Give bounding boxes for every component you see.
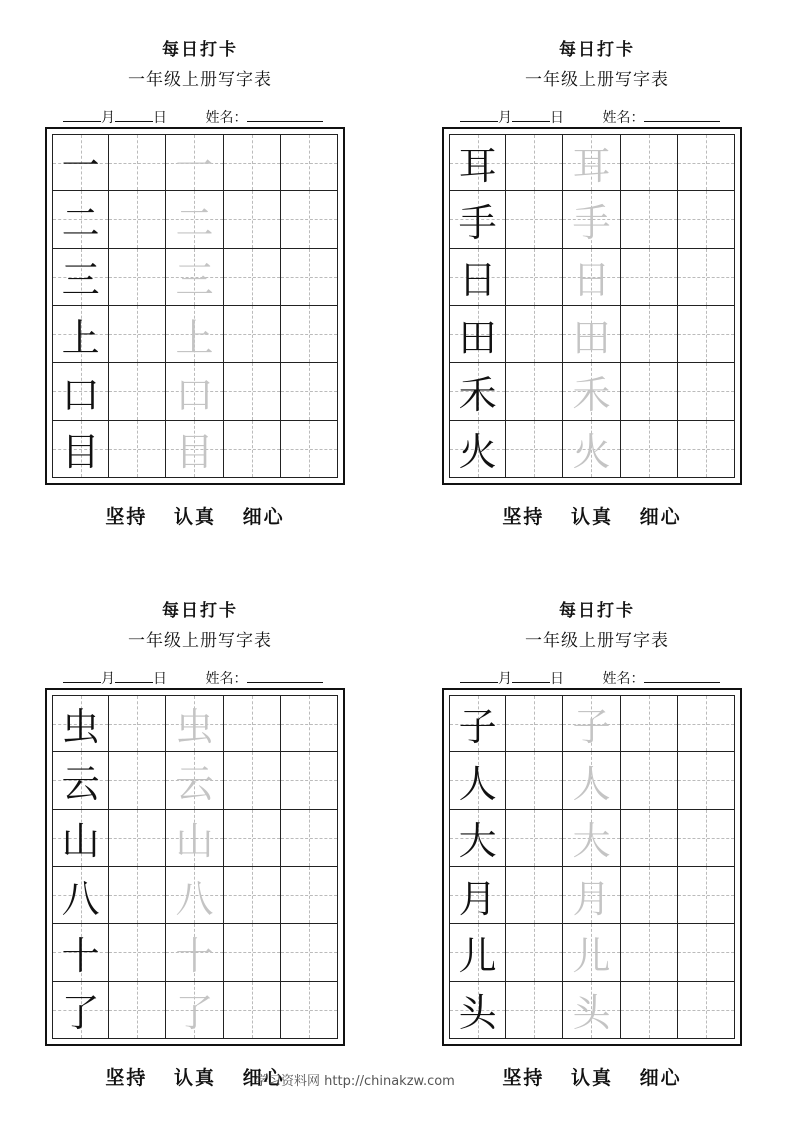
writing-cell[interactable] bbox=[166, 982, 223, 1039]
writing-cell[interactable] bbox=[281, 752, 338, 809]
trace-character: 一 bbox=[175, 144, 214, 189]
writing-cell[interactable] bbox=[224, 191, 281, 248]
writing-cell[interactable] bbox=[166, 752, 223, 809]
writing-cell[interactable] bbox=[449, 752, 506, 809]
model-character: 十 bbox=[61, 933, 100, 978]
writing-cell[interactable] bbox=[281, 867, 338, 924]
model-character: 三 bbox=[61, 258, 100, 303]
model-character: 人 bbox=[458, 761, 497, 806]
card-subtitle: 一年级上册写字表 bbox=[525, 631, 669, 651]
writing-cell[interactable] bbox=[506, 810, 563, 867]
trace-character: 手 bbox=[572, 200, 611, 245]
writing-cell[interactable] bbox=[563, 867, 620, 924]
writing-cell[interactable] bbox=[166, 867, 223, 924]
writing-cell[interactable] bbox=[449, 306, 506, 363]
model-character: 日 bbox=[458, 258, 497, 303]
day-label: 日 bbox=[153, 671, 167, 687]
writing-cell[interactable] bbox=[621, 695, 678, 752]
trace-character: 了 bbox=[175, 991, 214, 1036]
writing-cell[interactable] bbox=[621, 134, 678, 191]
model-character: 子 bbox=[458, 705, 497, 750]
day-label: 日 bbox=[550, 110, 564, 126]
month-blank[interactable] bbox=[63, 668, 101, 683]
model-character: 头 bbox=[458, 991, 497, 1036]
writing-cell[interactable] bbox=[52, 249, 109, 306]
model-character: 口 bbox=[61, 372, 100, 417]
writing-cell[interactable] bbox=[449, 249, 506, 306]
day-blank[interactable] bbox=[512, 107, 550, 122]
writing-cell[interactable] bbox=[563, 982, 620, 1039]
writing-cell[interactable] bbox=[52, 924, 109, 981]
writing-cell[interactable] bbox=[563, 924, 620, 981]
trace-character: 云 bbox=[175, 761, 214, 806]
writing-cell[interactable] bbox=[678, 363, 735, 420]
tianzige-grid bbox=[45, 127, 345, 485]
trace-character: 子 bbox=[572, 705, 611, 750]
trace-character: 上 bbox=[175, 315, 214, 360]
writing-cell[interactable] bbox=[52, 867, 109, 924]
writing-cell[interactable] bbox=[449, 421, 506, 478]
writing-cell[interactable] bbox=[109, 867, 166, 924]
writing-cell[interactable] bbox=[224, 810, 281, 867]
watermark-footer: 学习资料网 http://chinakzw.com bbox=[255, 1074, 455, 1089]
writing-cell[interactable] bbox=[563, 752, 620, 809]
writing-cell[interactable] bbox=[449, 191, 506, 248]
writing-cell[interactable] bbox=[506, 363, 563, 420]
month-blank[interactable] bbox=[63, 107, 101, 122]
day-label: 日 bbox=[153, 110, 167, 126]
writing-cell[interactable] bbox=[109, 924, 166, 981]
model-character: 虫 bbox=[61, 705, 100, 750]
writing-cell[interactable] bbox=[109, 982, 166, 1039]
writing-cell[interactable] bbox=[166, 421, 223, 478]
month-label: 月 bbox=[498, 110, 512, 126]
model-character: 上 bbox=[61, 315, 100, 360]
writing-cell[interactable] bbox=[678, 421, 735, 478]
writing-cell[interactable] bbox=[224, 752, 281, 809]
date-name-line bbox=[460, 668, 760, 688]
trace-character: 二 bbox=[175, 200, 214, 245]
writing-cell[interactable] bbox=[506, 752, 563, 809]
model-character: 耳 bbox=[458, 144, 497, 189]
writing-cell[interactable] bbox=[52, 695, 109, 752]
writing-cell[interactable] bbox=[506, 191, 563, 248]
card-subtitle: 一年级上册写字表 bbox=[128, 70, 272, 90]
trace-character: 口 bbox=[175, 372, 214, 417]
writing-cell[interactable] bbox=[506, 134, 563, 191]
trace-character: 虫 bbox=[175, 705, 214, 750]
writing-cell[interactable] bbox=[678, 695, 735, 752]
writing-cell[interactable] bbox=[281, 810, 338, 867]
card-title: 每日打卡 bbox=[559, 601, 635, 621]
writing-cell[interactable] bbox=[506, 982, 563, 1039]
name-blank[interactable] bbox=[247, 668, 323, 683]
practice-card bbox=[45, 35, 355, 555]
writing-cell[interactable] bbox=[449, 134, 506, 191]
writing-cell[interactable] bbox=[52, 752, 109, 809]
writing-cell[interactable] bbox=[224, 363, 281, 420]
motto: 坚持 认真 细心 bbox=[105, 1067, 285, 1089]
writing-cell[interactable] bbox=[281, 924, 338, 981]
name-blank[interactable] bbox=[644, 107, 720, 122]
trace-character: 田 bbox=[572, 315, 611, 360]
model-character: 禾 bbox=[458, 372, 497, 417]
writing-cell[interactable] bbox=[563, 249, 620, 306]
month-label: 月 bbox=[498, 671, 512, 687]
trace-character: 月 bbox=[572, 876, 611, 921]
writing-cell[interactable] bbox=[224, 867, 281, 924]
day-blank[interactable] bbox=[512, 668, 550, 683]
writing-cell[interactable] bbox=[506, 249, 563, 306]
motto: 坚持 认真 细心 bbox=[502, 506, 682, 528]
writing-cell[interactable] bbox=[166, 363, 223, 420]
trace-character: 大 bbox=[572, 819, 611, 864]
writing-cell[interactable] bbox=[678, 810, 735, 867]
writing-cell[interactable] bbox=[563, 810, 620, 867]
trace-character: 目 bbox=[175, 430, 214, 475]
writing-cell[interactable] bbox=[281, 982, 338, 1039]
date-name-line bbox=[63, 107, 363, 127]
writing-cell[interactable] bbox=[678, 867, 735, 924]
trace-character: 山 bbox=[175, 819, 214, 864]
trace-character: 日 bbox=[572, 258, 611, 303]
model-character: 山 bbox=[61, 819, 100, 864]
writing-cell[interactable] bbox=[224, 421, 281, 478]
writing-cell[interactable] bbox=[109, 191, 166, 248]
practice-card bbox=[45, 596, 355, 1116]
writing-cell[interactable] bbox=[563, 191, 620, 248]
trace-character: 儿 bbox=[572, 933, 611, 978]
writing-cell[interactable] bbox=[678, 752, 735, 809]
writing-cell[interactable] bbox=[281, 421, 338, 478]
writing-cell[interactable] bbox=[166, 249, 223, 306]
writing-cell[interactable] bbox=[449, 810, 506, 867]
card-subtitle: 一年级上册写字表 bbox=[525, 70, 669, 90]
writing-cell[interactable] bbox=[109, 421, 166, 478]
writing-cell[interactable] bbox=[621, 363, 678, 420]
model-character: 大 bbox=[458, 819, 497, 864]
writing-cell[interactable] bbox=[678, 924, 735, 981]
writing-cell[interactable] bbox=[109, 363, 166, 420]
writing-cell[interactable] bbox=[621, 810, 678, 867]
month-label: 月 bbox=[101, 110, 115, 126]
writing-cell[interactable] bbox=[563, 695, 620, 752]
writing-cell[interactable] bbox=[109, 306, 166, 363]
writing-cell[interactable] bbox=[563, 306, 620, 363]
card-title: 每日打卡 bbox=[162, 40, 238, 60]
writing-cell[interactable] bbox=[621, 249, 678, 306]
model-character: 八 bbox=[61, 876, 100, 921]
writing-cell[interactable] bbox=[563, 134, 620, 191]
trace-character: 八 bbox=[175, 876, 214, 921]
motto: 坚持 认真 细心 bbox=[105, 506, 285, 528]
writing-cell[interactable] bbox=[109, 810, 166, 867]
writing-cell[interactable] bbox=[563, 421, 620, 478]
date-name-line bbox=[460, 107, 760, 127]
writing-cell[interactable] bbox=[678, 306, 735, 363]
writing-cell[interactable] bbox=[52, 363, 109, 420]
writing-cell[interactable] bbox=[449, 924, 506, 981]
tianzige-grid bbox=[442, 127, 742, 485]
trace-character: 三 bbox=[175, 258, 214, 303]
writing-cell[interactable] bbox=[449, 867, 506, 924]
writing-cell[interactable] bbox=[449, 982, 506, 1039]
day-label: 日 bbox=[550, 671, 564, 687]
month-label: 月 bbox=[101, 671, 115, 687]
practice-card bbox=[442, 35, 752, 555]
writing-cell[interactable] bbox=[449, 695, 506, 752]
card-title: 每日打卡 bbox=[559, 40, 635, 60]
writing-cell[interactable] bbox=[281, 249, 338, 306]
writing-cell[interactable] bbox=[506, 867, 563, 924]
writing-cell[interactable] bbox=[506, 924, 563, 981]
model-character: 了 bbox=[61, 991, 100, 1036]
model-character: 二 bbox=[61, 200, 100, 245]
model-character: 田 bbox=[458, 315, 497, 360]
writing-cell[interactable] bbox=[52, 810, 109, 867]
writing-cell[interactable] bbox=[109, 695, 166, 752]
trace-character: 禾 bbox=[572, 372, 611, 417]
writing-cell[interactable] bbox=[449, 363, 506, 420]
writing-cell[interactable] bbox=[224, 924, 281, 981]
date-name-line bbox=[63, 668, 363, 688]
model-character: 一 bbox=[61, 144, 100, 189]
writing-cell[interactable] bbox=[281, 134, 338, 191]
writing-cell[interactable] bbox=[506, 695, 563, 752]
month-blank[interactable] bbox=[460, 668, 498, 683]
tianzige-grid bbox=[442, 688, 742, 1046]
trace-character: 人 bbox=[572, 761, 611, 806]
writing-cell[interactable] bbox=[621, 924, 678, 981]
writing-cell[interactable] bbox=[678, 249, 735, 306]
writing-cell[interactable] bbox=[166, 924, 223, 981]
writing-cell[interactable] bbox=[281, 191, 338, 248]
model-character: 火 bbox=[458, 430, 497, 475]
name-label: 姓名： bbox=[602, 110, 645, 126]
writing-cell[interactable] bbox=[621, 867, 678, 924]
writing-cell[interactable] bbox=[281, 363, 338, 420]
writing-cell[interactable] bbox=[52, 191, 109, 248]
name-blank[interactable] bbox=[644, 668, 720, 683]
trace-character: 头 bbox=[572, 991, 611, 1036]
trace-character: 火 bbox=[572, 430, 611, 475]
writing-cell[interactable] bbox=[224, 306, 281, 363]
writing-cell[interactable] bbox=[621, 421, 678, 478]
writing-cell[interactable] bbox=[166, 810, 223, 867]
writing-cell[interactable] bbox=[506, 306, 563, 363]
writing-cell[interactable] bbox=[678, 134, 735, 191]
writing-cell[interactable] bbox=[563, 363, 620, 420]
writing-cell[interactable] bbox=[224, 249, 281, 306]
writing-cell[interactable] bbox=[678, 982, 735, 1039]
writing-cell[interactable] bbox=[621, 306, 678, 363]
writing-cell[interactable] bbox=[224, 982, 281, 1039]
tianzige-grid bbox=[45, 688, 345, 1046]
name-label: 姓名： bbox=[205, 110, 248, 126]
writing-cell[interactable] bbox=[52, 421, 109, 478]
writing-cell[interactable] bbox=[166, 191, 223, 248]
trace-character: 耳 bbox=[572, 144, 611, 189]
model-character: 云 bbox=[61, 761, 100, 806]
month-blank[interactable] bbox=[460, 107, 498, 122]
writing-cell[interactable] bbox=[678, 191, 735, 248]
writing-cell[interactable] bbox=[52, 982, 109, 1039]
card-title: 每日打卡 bbox=[162, 601, 238, 621]
name-blank[interactable] bbox=[247, 107, 323, 122]
card-subtitle: 一年级上册写字表 bbox=[128, 631, 272, 651]
practice-card bbox=[442, 596, 752, 1116]
day-blank[interactable] bbox=[115, 107, 153, 122]
writing-cell[interactable] bbox=[621, 752, 678, 809]
model-character: 月 bbox=[458, 876, 497, 921]
name-label: 姓名： bbox=[205, 671, 248, 687]
trace-character: 十 bbox=[175, 933, 214, 978]
writing-cell[interactable] bbox=[52, 134, 109, 191]
writing-cell[interactable] bbox=[506, 421, 563, 478]
writing-cell[interactable] bbox=[109, 752, 166, 809]
writing-cell[interactable] bbox=[166, 695, 223, 752]
writing-cell[interactable] bbox=[224, 134, 281, 191]
model-character: 目 bbox=[61, 430, 100, 475]
writing-cell[interactable] bbox=[281, 306, 338, 363]
writing-cell[interactable] bbox=[109, 134, 166, 191]
motto: 坚持 认真 细心 bbox=[502, 1067, 682, 1089]
writing-cell[interactable] bbox=[224, 695, 281, 752]
model-character: 手 bbox=[458, 200, 497, 245]
name-label: 姓名： bbox=[602, 671, 645, 687]
writing-cell[interactable] bbox=[621, 191, 678, 248]
writing-cell[interactable] bbox=[281, 695, 338, 752]
writing-cell[interactable] bbox=[109, 249, 166, 306]
day-blank[interactable] bbox=[115, 668, 153, 683]
writing-cell[interactable] bbox=[621, 982, 678, 1039]
writing-cell[interactable] bbox=[166, 306, 223, 363]
model-character: 儿 bbox=[458, 933, 497, 978]
writing-cell[interactable] bbox=[166, 134, 223, 191]
writing-cell[interactable] bbox=[52, 306, 109, 363]
